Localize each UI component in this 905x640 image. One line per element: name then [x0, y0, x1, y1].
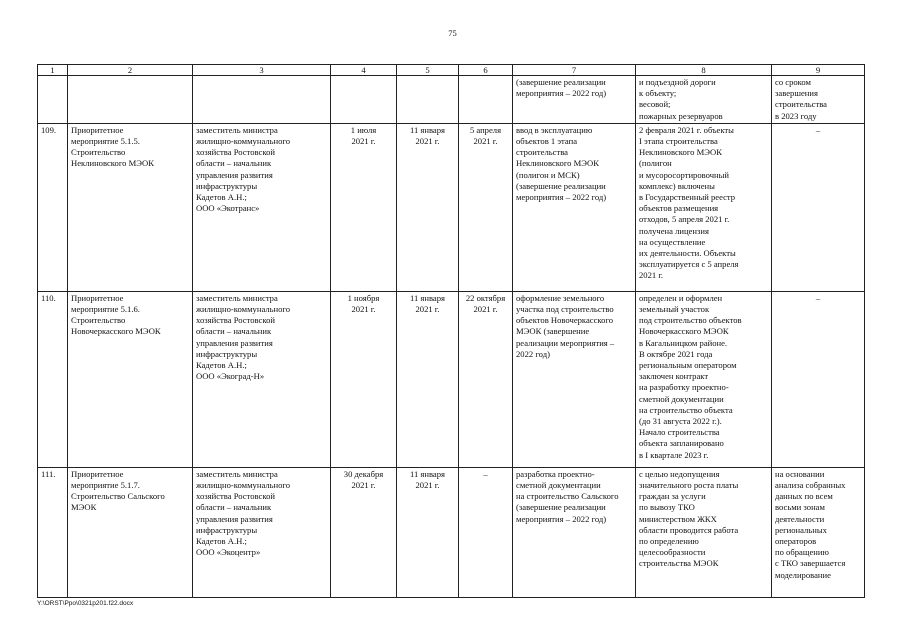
cell-date-start — [397, 76, 459, 124]
cell-status: 2 февраля 2021 г. объекты I этапа строительства Неклиновского МЭОК (полигон и мусоросортировочный комплекс) включены в Государственный реестр объектов размещения отходов, 5 апреля 2021 г. получена лицензия на осуществление их деятельности. Объекты эксплуатируется с 5 апреля 2021 г. — [636, 123, 772, 291]
cell-note: со сроком завершения строительства в 2023 году — [772, 76, 865, 124]
cell-responsible: заместитель министра жилищно-коммунального хозяйства Ростовской области – начальник управления развития инфраструктуры Кадетов А.Н.; ООО «Экоцентр» — [193, 467, 331, 597]
cell-name: Приоритетное мероприятие 5.1.6. Строительство Новочеркасского МЭОК — [68, 291, 193, 467]
header-cell: 7 — [513, 65, 636, 76]
cell-status: с целью недопущения значительного роста платы граждан за услуги по вывозу ТКО министерством ЖКХ области проводится работа по определению целесообразности строительства МЭОК — [636, 467, 772, 597]
cell-result: разработка проектно- сметной документации на строительство Сальского (завершение реализации мероприятия – 2022 год) — [513, 467, 636, 597]
cell-date-fact: – — [459, 467, 513, 597]
cell-name: Приоритетное мероприятие 5.1.7. Строительство Сальского МЭОК — [68, 467, 193, 597]
cell-date-fact: 22 октября 2021 г. — [459, 291, 513, 467]
header-cell: 9 — [772, 65, 865, 76]
cell-name — [68, 76, 193, 124]
cell-date-fact — [459, 76, 513, 124]
cell-responsible — [193, 76, 331, 124]
cell-date-start: 11 января 2021 г. — [397, 467, 459, 597]
cell-note: – — [772, 123, 865, 291]
cell-date-fact: 5 апреля 2021 г. — [459, 123, 513, 291]
header-cell: 4 — [331, 65, 397, 76]
page-number: 75 — [448, 28, 457, 38]
cell-result: ввод в эксплуатацию объектов 1 этапа строительства Неклиновского МЭОК (полигон и МСК) (завершение реализации мероприятия – 2022 год) — [513, 123, 636, 291]
measures-table — [37, 64, 865, 598]
cell-num: 110. — [38, 291, 68, 467]
header-cell: 1 — [38, 65, 68, 76]
cell-responsible: заместитель министра жилищно-коммунального хозяйства Ростовской области – начальник управления развития инфраструктуры Кадетов А.Н.; ООО «Экотранс» — [193, 123, 331, 291]
cell-note: на основании анализа собранных данных по всем восьми зонам деятельности региональных операторов по обращению с ТКО завершается моделирование — [772, 467, 865, 597]
header-cell: 5 — [397, 65, 459, 76]
cell-num — [38, 76, 68, 124]
cell-date-plan: 30 декабря 2021 г. — [331, 467, 397, 597]
header-cell: 8 — [636, 65, 772, 76]
cell-note: – — [772, 291, 865, 467]
continuation-row — [38, 76, 865, 124]
cell-num: 109. — [38, 123, 68, 291]
table-row — [38, 123, 865, 291]
cell-date-plan — [331, 76, 397, 124]
cell-name: Приоритетное мероприятие 5.1.5. Строительство Неклиновского МЭОК — [68, 123, 193, 291]
cell-result: (завершение реализации мероприятия – 2022 год) — [513, 76, 636, 124]
table-row — [38, 467, 865, 597]
cell-date-start: 11 января 2021 г. — [397, 123, 459, 291]
file-path-footer: Y:\ORST\Ppo\0321p201.f22.docx — [37, 600, 134, 607]
header-cell: 3 — [193, 65, 331, 76]
cell-result: оформление земельного участка под строительство объектов Новочеркасского МЭОК (завершение реализации мероприятия – 2022 год) — [513, 291, 636, 467]
cell-responsible: заместитель министра жилищно-коммунального хозяйства Ростовской области – начальник управления развития инфраструктуры Кадетов А.Н.; ООО «Экоград-Н» — [193, 291, 331, 467]
cell-status: определен и оформлен земельный участок под строительство объектов Новочеркасского МЭОК в Кагальницком районе. В октябре 2021 года региональным оператором заключен контракт на разработку проектно- сметной документации на строительство объекта (до 31 августа 2022 г.). Начало строительства объекта запланировано в I квартале 2023 г. — [636, 291, 772, 467]
table-row — [38, 291, 865, 467]
header-cell: 2 — [68, 65, 193, 76]
cell-date-start: 11 января 2021 г. — [397, 291, 459, 467]
cell-date-plan: 1 июля 2021 г. — [331, 123, 397, 291]
cell-date-plan: 1 ноября 2021 г. — [331, 291, 397, 467]
cell-status: и подъездной дороги к объекту; весовой; пожарных резервуаров — [636, 76, 772, 124]
header-cell: 6 — [459, 65, 513, 76]
header-row — [38, 65, 865, 76]
cell-num: 111. — [38, 467, 68, 597]
